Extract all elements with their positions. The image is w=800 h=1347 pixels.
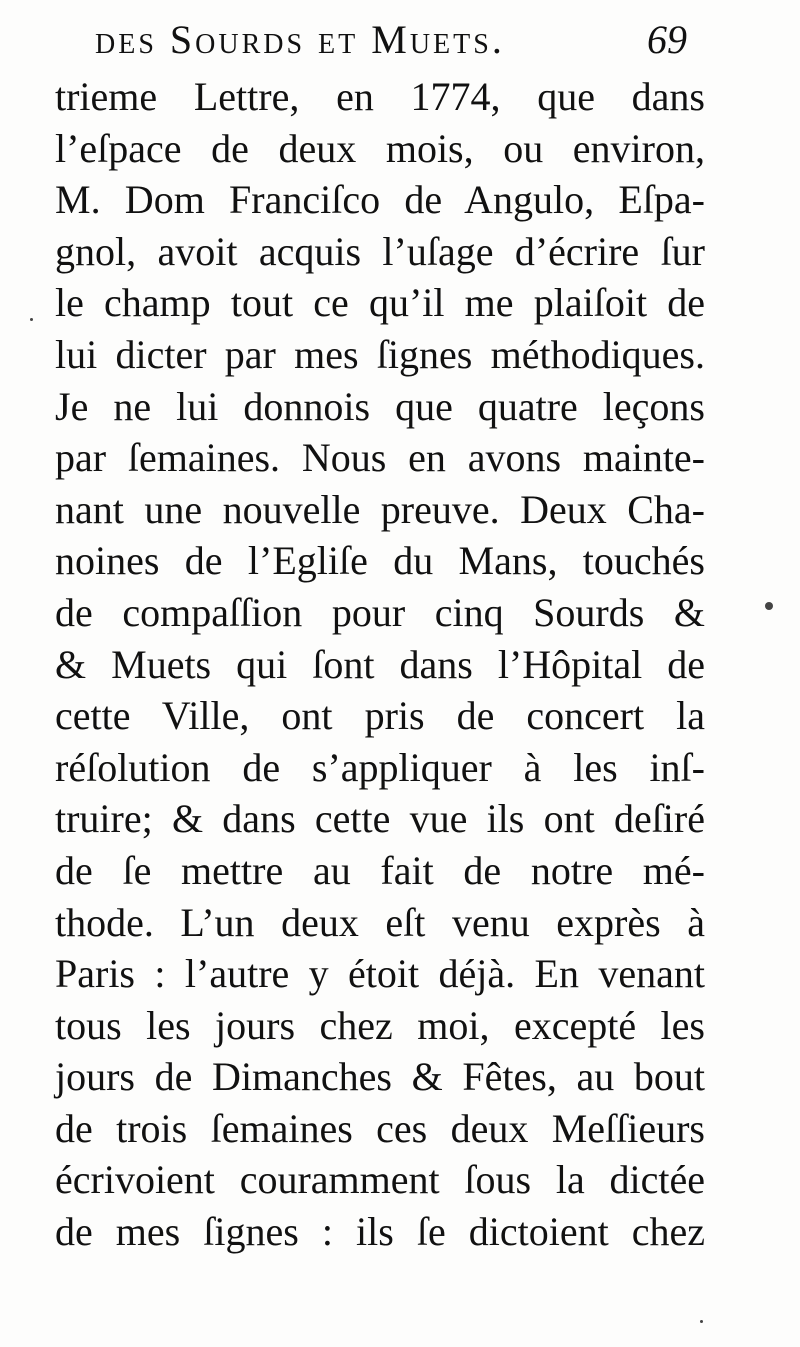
text-line: par ſemaines. Nous en avons mainte- — [55, 435, 705, 481]
text-line: de trois ſemaines ces deux Meſſieurs — [55, 1105, 705, 1151]
text-line: & Muets qui ſont dans l’Hôpital de — [55, 641, 705, 687]
text-line: lui dicter par mes ſignes méthodiques. — [55, 331, 705, 377]
text-line: jours de Dimanches & Fêtes, au bout — [55, 1054, 705, 1100]
running-head: des Sourds et Muets. — [95, 17, 505, 62]
text-line: tous les jours chez moi, excepté les — [55, 1002, 705, 1048]
text-line: noines de l’Egliſe du Mans, touchés — [55, 538, 705, 584]
text-line: nant une nouvelle preuve. Deux Cha- — [55, 486, 705, 532]
page-header — [95, 12, 695, 72]
text-line: écrivoient couramment ſous la dictée — [55, 1157, 705, 1203]
text-line: truire; & dans cette vue ils ont deſiré — [55, 796, 705, 842]
text-line: de compaſſion pour cinq Sourds & — [55, 589, 705, 635]
text-line: l’eſpace de deux mois, ou environ, — [55, 125, 705, 171]
text-line: Je ne lui donnois que quatre leçons — [55, 383, 705, 429]
text-line: trieme Lettre, en 1774, que dans — [55, 74, 705, 119]
text-line: de mes ſignes : ils ſe dictoient chez — [55, 1209, 705, 1255]
text-line: gnol, avoit acquis l’uſage d’écrire ſur — [55, 228, 705, 274]
page-number: 69 — [647, 17, 687, 62]
text-line: thode. L’un deux eſt venu exprès à — [55, 899, 705, 945]
text-line: Paris : l’autre y étoit déjà. En venant — [55, 951, 705, 997]
text-line: M. Dom Franciſco de Angulo, Eſpa- — [55, 177, 705, 223]
text-line: de ſe mettre au fait de notre mé- — [55, 847, 705, 893]
ink-speck — [30, 318, 33, 321]
ink-speck — [765, 602, 773, 610]
text-line: réſolution de s’appliquer à les inſ- — [55, 744, 705, 790]
ink-speck — [700, 1320, 703, 1323]
text-line: le champ tout ce qu’il me plaiſoit de — [55, 280, 705, 326]
text-line: cette Ville, ont pris de concert la — [55, 693, 705, 739]
body-text — [55, 71, 705, 1258]
